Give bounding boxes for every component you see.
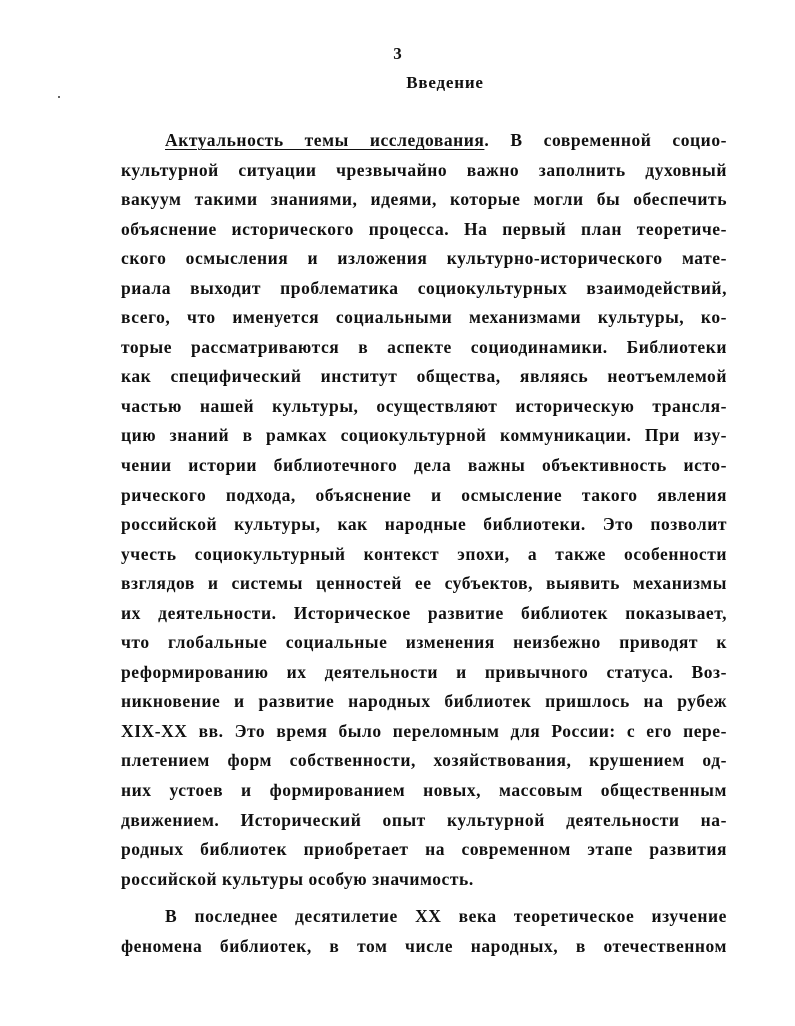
paragraph-line: никновение и развитие народных библиотек пришлось на рубеж [121, 691, 727, 712]
paragraph-line: торые рассматриваются в аспекте социодинамики. Библиотеки [121, 336, 727, 357]
paragraph-line: всего, что именуется социальными механизмами культуры, ко- [121, 307, 727, 328]
paragraph-line: учесть социокультурный контекст эпохи, а также особенности [121, 543, 727, 564]
paragraph-line: плетением форм собственности, хозяйствования, крушением од- [121, 750, 727, 771]
paragraph-line: родных библиотек приобретает на современном этапе развития [121, 839, 727, 860]
paragraph-line: как специфический институт общества, являясь неотъемлемой [121, 366, 727, 387]
paragraph-line: цию знаний в рамках социокультурной коммуникации. При изу- [121, 425, 727, 446]
page-number: 3 [393, 44, 402, 63]
paragraph-line: российской культуры, как народные библиотеки. Это позволит [121, 514, 727, 535]
paragraph-line-text: . В современной социо- [484, 130, 727, 150]
paragraph-line: ского осмысления и изложения культурно-исторического мате- [121, 248, 727, 269]
paragraph-gap [121, 894, 727, 902]
paragraph-line: культурной ситуации чрезвычайно важно заполнить духовный [121, 159, 727, 180]
paragraph-line [121, 126, 727, 156]
paragraph-line: движением. Исторический опыт культурной деятельности на- [121, 809, 727, 830]
paragraph-line: объяснение исторического процесса. На первый план теоретиче- [121, 218, 727, 239]
scan-speck [58, 96, 60, 98]
paragraph-line: их деятельности. Историческое развитие библиотек показывает, [121, 602, 727, 623]
paragraph-line: риала выходит проблематика социокультурных взаимодействий, [121, 277, 727, 298]
paragraph-line: рического подхода, объяснение и осмысление такого явления [121, 484, 727, 505]
paragraph-line: взглядов и системы ценностей ее субъектов, выявить механизмы [121, 573, 727, 594]
section-heading: Введение [406, 73, 484, 92]
paragraph-line: частью нашей культуры, осуществляют историческую трансля- [121, 395, 727, 416]
paragraph-line: реформированию их деятельности и привычного статуса. Воз- [121, 661, 727, 682]
topic-relevance-heading: Актуальность темы исследования [165, 130, 485, 150]
paragraph-line: российской культуры особую значимость. [121, 868, 474, 889]
paragraph-line: В последнее десятилетие XX века теоретическое изучение [165, 906, 727, 927]
paragraph-line: чении истории библиотечного дела важны объективность исто- [121, 455, 727, 476]
paragraph-line: вакуум такими знаниями, идеями, которые могли бы обеспечить [121, 189, 727, 210]
body-text [121, 126, 727, 961]
paragraph-line: что глобальные социальные изменения неизбежно приводят к [121, 632, 727, 653]
paragraph-line: них устоев и формированием новых, массовым общественным [121, 780, 727, 801]
paragraph-line: XIX-XX вв. Это время было переломным для России: с его пере- [121, 720, 727, 741]
paragraph-line: феномена библиотек, в том числе народных, в отечественном [121, 935, 727, 956]
